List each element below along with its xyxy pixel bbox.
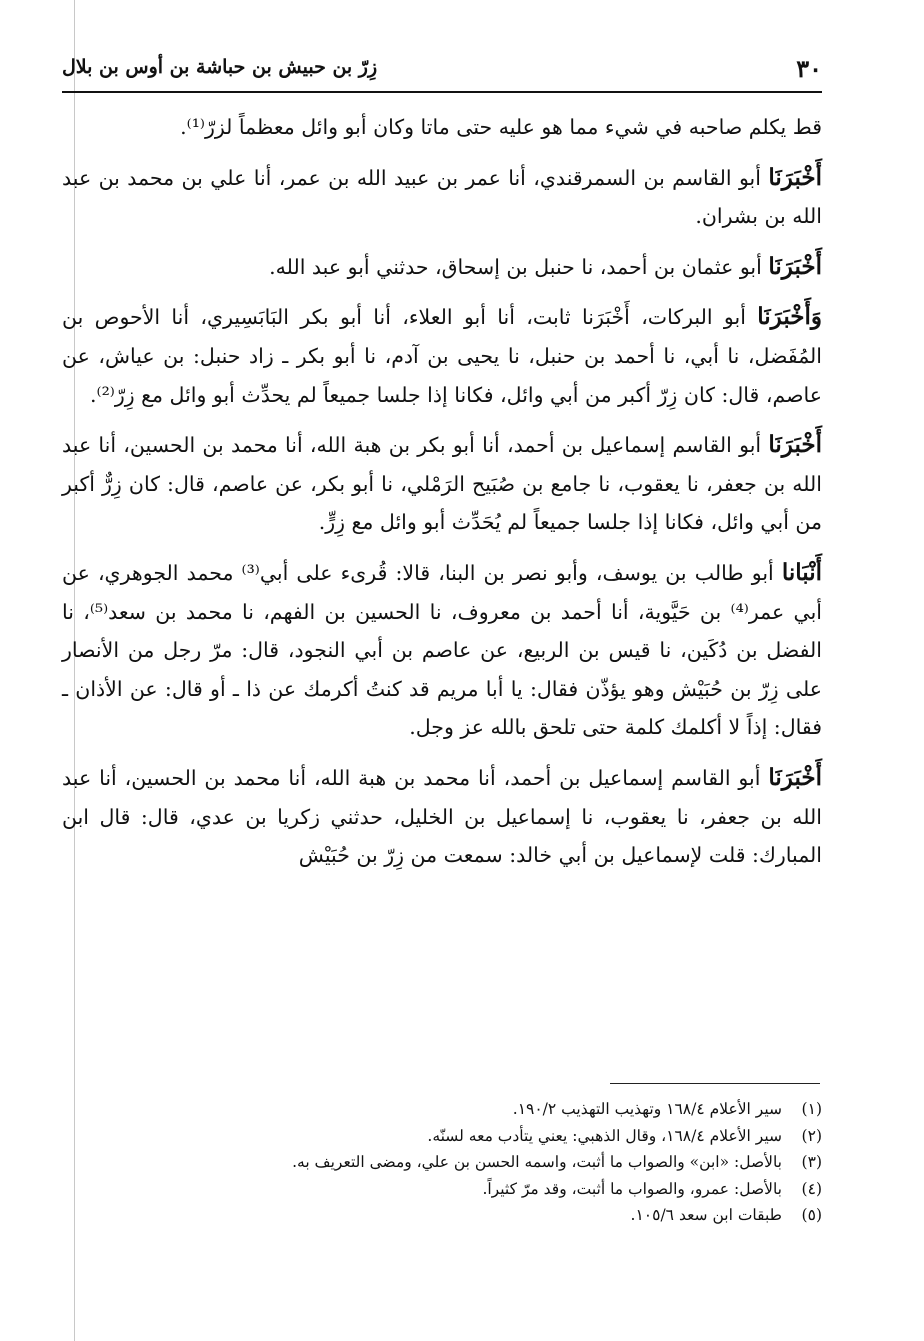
footnote-text: سير الأعلام ١٦٨/٤، وقال الذهبي: يعني يتأدب معه لسنّه. — [427, 1126, 782, 1145]
paragraph-text: أبو القاسم إسماعيل بن أحمد، أنا محمد بن هبة الله، أنا محمد بن الحسين، أنا عبد الله بن جعفر، نا يعقوب، نا إسماعيل بن الخليل، حدثني زكريا بن عدي، قال: قال ابن المبارك: قلت لإسماعيل بن أبي خالد: سمعت من زِرّ بن حُبَيْش — [62, 765, 822, 868]
page-header — [62, 52, 822, 90]
paragraph — [62, 426, 822, 542]
paragraph-lead-word: أَخْبَرَنَا — [768, 252, 822, 280]
footnote — [62, 1176, 822, 1203]
paragraph-text: أبو طالب بن يوسف، وأبو نصر بن البنا، قالا: قُرىء على أبي⁽³⁾ محمد الجوهري، عن أبي عمر⁽⁴⁾ بن حَيَّوية، أنا أحمد بن معروف، نا الحسين بن الفهم، نا محمد بن سعد⁽⁵⁾، نا الفضل بن دُكَين، نا قيس بن الربيع، عن عاصم بن أبي النجود، قال: مرّ رجل من الأنصار على زِرّ بن حُبَيْش وهو يؤذّن فقال: يا أبا مريم قد كنتُ أكرمك عن ذا ـ أو قال: عن الأذان ـ فقال: إذاً لا أكلمك كلمة حتى تلحق بالله عز وجل. — [62, 560, 822, 740]
paragraph-text: أبو القاسم إسماعيل بن أحمد، أنا أبو بكر بن هبة الله، أنا محمد بن الحسين، أنا عبد الله بن جعفر، نا يعقوب، نا جامع بن صُبَيح الرَمْلي، نا أبو بكر، عن عاصم، قال: كان زِرٌّ أكبر من أبي وائل، فكانا إذا جلسا جميعاً لم يُحَدِّث أبو وائل مع زِرٍّ. — [62, 433, 822, 535]
paragraph-text: أبو البركات، أَخْبَرَنا ثابت، أنا أبو العلاء، أنا أبو بكر البَابَسِيري، أنا الأحوص بن المُفَضل، نا أبي، نا أحمد بن حنبل، نا يحيى بن آدم، نا أبو بكر ـ زاد حنبل: بن عياش، عن عاصم، قال: كان زِرّ أكبر من أبي وائل، فكانا إذا جلسا جميعاً لم يحدِّث أبو وائل مع زِرّ⁽²⁾. — [62, 305, 822, 407]
footnote — [62, 1149, 822, 1176]
footnote-number: (٥) — [801, 1206, 822, 1224]
footnote-number: (٢) — [801, 1126, 822, 1145]
paragraph — [62, 759, 822, 875]
footnote — [62, 1096, 822, 1123]
paragraph-lead-word: أَخْبَرَنَا — [768, 763, 822, 791]
paragraph-lead-word: أَخْبَرَنَا — [768, 431, 822, 459]
paragraph — [62, 159, 822, 236]
paragraph-text: أبو القاسم بن السمرقندي، أنا عمر بن عبيد الله بن عمر، أنا علي بن محمد بن عبد الله بن بشران. — [62, 165, 822, 229]
footnote-text: بالأصل: عمرو، والصواب ما أثبت، وقد مرّ كثيراً. — [482, 1179, 782, 1198]
footnote-text: سير الأعلام ١٦٨/٤ وتهذيب التهذيب ١٩٠/٢. — [512, 1100, 782, 1118]
footnote-separator — [610, 1083, 820, 1084]
footnotes — [62, 1096, 822, 1229]
paragraph-lead-word: وَأَخْبَرَنَا — [757, 303, 822, 331]
paragraph-lead-word: أَخْبَرَنَا — [768, 163, 822, 191]
paragraph-lead-word: أَنْبَانا — [781, 558, 822, 586]
footnote-number: (١) — [801, 1100, 822, 1118]
footnote — [62, 1202, 822, 1229]
footnote-number: (٣) — [801, 1153, 822, 1171]
footnote-number: (٤) — [801, 1179, 822, 1198]
paragraph — [62, 554, 822, 747]
header-rule — [62, 91, 822, 93]
footnote-text: طبقات ابن سعد ١٠٥/٦. — [630, 1206, 782, 1224]
running-title: زِرّ بن حبيش بن حباشة بن أوس بن بلال — [62, 56, 378, 78]
footnote — [62, 1123, 822, 1150]
footnote-text: بالأصل: «ابن» والصواب ما أثبت، واسمه الحسن بن علي، ومضى التعريف به. — [292, 1153, 782, 1171]
paragraph-text: قط يكلم صاحبه في شيء مما هو عليه حتى ماتا وكان أبو وائل معظماً لزرّ⁽¹⁾. — [180, 115, 822, 139]
page-number: ٣٠ — [796, 54, 822, 83]
main-text — [62, 108, 822, 887]
paragraph — [62, 248, 822, 287]
paragraph — [62, 298, 822, 414]
paragraph — [62, 108, 822, 147]
paragraph-text: أبو عثمان بن أحمد، نا حنبل بن إسحاق، حدثني أبو عبد الله. — [269, 254, 769, 279]
